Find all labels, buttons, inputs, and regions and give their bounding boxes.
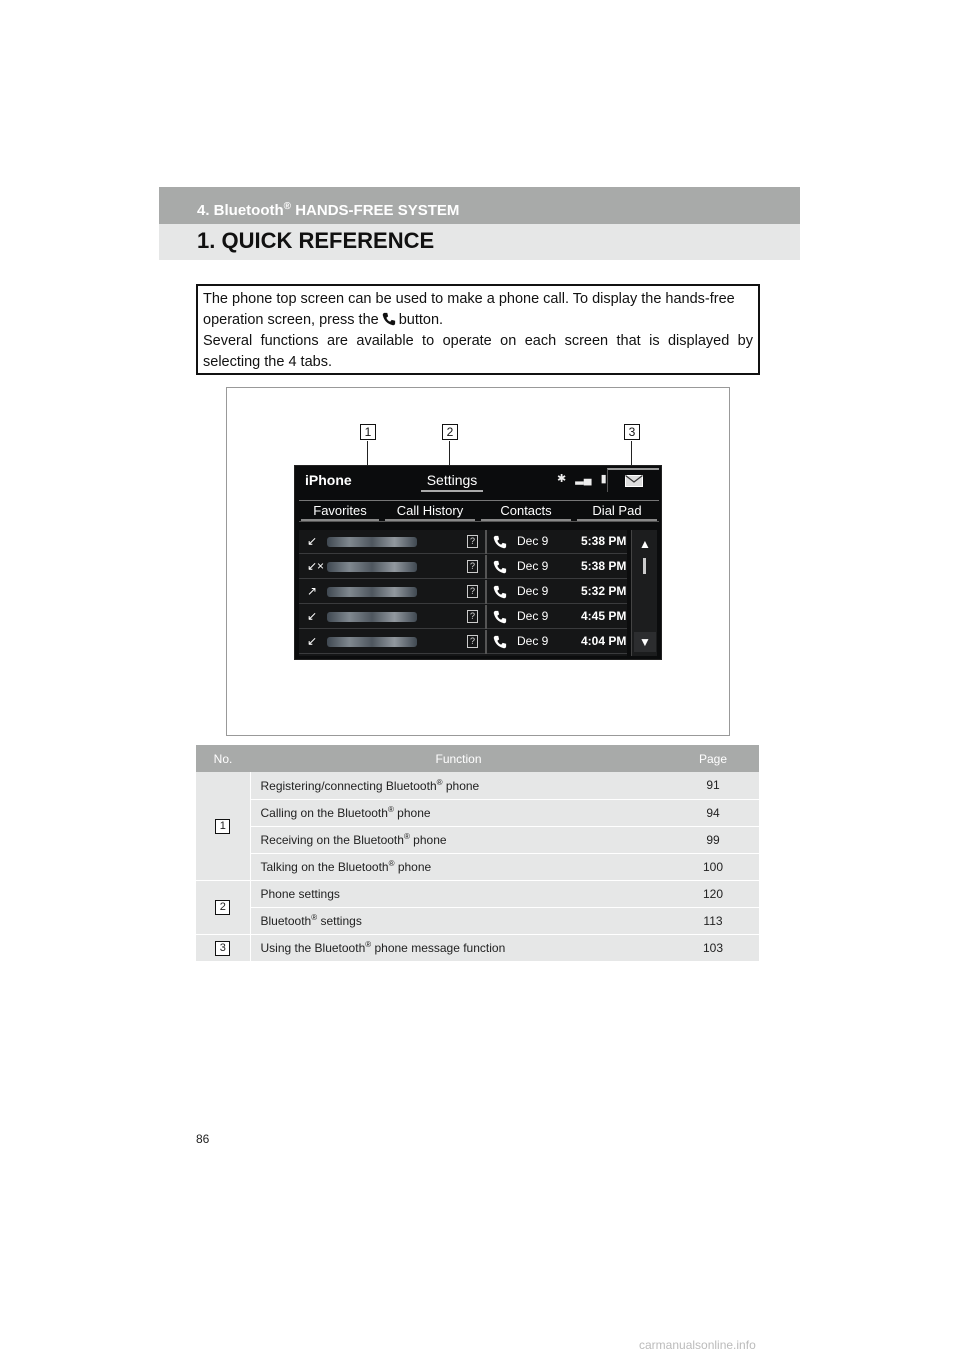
status-icons <box>557 472 613 488</box>
phone-icon <box>493 535 507 549</box>
intro-text-3: Several functions are available to operate on each screen that is displayed by selecting the 4 tabs. <box>203 333 753 370</box>
row-divider <box>485 530 487 554</box>
phone-screen <box>294 465 662 660</box>
page-cell: 91 <box>667 772 759 799</box>
row-divider <box>485 630 487 654</box>
section-header <box>159 187 800 224</box>
row-number: 1 <box>196 772 250 880</box>
row-divider <box>485 555 487 579</box>
blurred-number <box>327 562 417 572</box>
contact-badge: ? <box>467 635 478 648</box>
callout-2: 2 <box>442 424 458 440</box>
col-header-function: Function <box>250 745 667 772</box>
blurred-number <box>327 587 417 597</box>
call-history-list <box>299 530 627 656</box>
table-row <box>196 853 759 880</box>
call-history-row[interactable] <box>299 555 627 579</box>
table-row <box>196 934 759 961</box>
message-button[interactable] <box>607 468 659 492</box>
battery-icon: ▮ <box>600 473 607 485</box>
call-time: 5:38 PM <box>581 534 627 548</box>
function-cell: Talking on the Bluetooth® phone <box>250 853 667 880</box>
call-history-row[interactable] <box>299 530 627 554</box>
scroll-thumb[interactable] <box>643 558 646 574</box>
page-cell: 94 <box>667 799 759 826</box>
function-cell: Phone settings <box>250 880 667 907</box>
callout-1: 1 <box>360 424 376 440</box>
table-row <box>196 907 759 934</box>
bluetooth-icon: ✱ <box>557 473 567 485</box>
call-time: 5:38 PM <box>581 559 627 573</box>
blurred-number <box>327 637 417 647</box>
scroll-down-icon[interactable]: ▼ <box>634 632 656 652</box>
call-date: Dec 9 <box>517 534 549 548</box>
phone-icon <box>382 312 396 326</box>
page-cell: 99 <box>667 826 759 853</box>
phone-icon <box>493 560 507 574</box>
call-history-row[interactable] <box>299 630 627 654</box>
contact-badge: ? <box>467 560 478 573</box>
section-title: 4. Bluetooth® HANDS-FREE SYSTEM <box>197 201 460 219</box>
outgoing-call-icon: ↗ <box>307 584 318 598</box>
contact-badge: ? <box>467 535 478 548</box>
function-cell: Calling on the Bluetooth® phone <box>250 799 667 826</box>
tab-contacts[interactable]: Contacts <box>481 501 571 521</box>
blurred-number <box>327 537 417 547</box>
incoming-call-icon: ↙ <box>307 634 318 648</box>
row-number: 2 <box>196 880 250 934</box>
call-history-row[interactable] <box>299 605 627 629</box>
table-row <box>196 826 759 853</box>
tab-dial-pad[interactable]: Dial Pad <box>577 501 657 521</box>
function-cell: Bluetooth® settings <box>250 907 667 934</box>
scroll-up-icon[interactable]: ▲ <box>639 537 651 551</box>
table-row <box>196 799 759 826</box>
row-divider <box>485 580 487 604</box>
blurred-number <box>327 612 417 622</box>
signal-icon: ▂▄ <box>575 473 592 485</box>
phone-icon <box>493 610 507 624</box>
page-cell: 113 <box>667 907 759 934</box>
reference-table <box>196 745 759 962</box>
intro-box <box>196 284 760 375</box>
phone-icon <box>493 585 507 599</box>
contact-badge: ? <box>467 585 478 598</box>
page-cell: 120 <box>667 880 759 907</box>
tab-favorites[interactable]: Favorites <box>301 501 379 521</box>
envelope-icon <box>625 475 643 487</box>
page-number: 86 <box>196 1132 210 1146</box>
call-time: 5:32 PM <box>581 584 627 598</box>
phone-icon <box>493 635 507 649</box>
call-history-row[interactable] <box>299 580 627 604</box>
call-date: Dec 9 <box>517 584 549 598</box>
page-title: 1. QUICK REFERENCE <box>197 228 435 253</box>
function-cell: Using the Bluetooth® phone message function <box>250 934 667 961</box>
settings-button[interactable]: Settings <box>421 468 483 492</box>
incoming-call-icon: ↙ <box>307 534 318 548</box>
device-name: iPhone <box>305 472 352 488</box>
missed-call-icon: ↙× <box>307 559 325 573</box>
intro-text-2: button. <box>398 312 444 328</box>
tab-call-history[interactable]: Call History <box>385 501 475 521</box>
page-cell: 100 <box>667 853 759 880</box>
title-bar <box>159 224 800 260</box>
page-cell: 103 <box>667 934 759 961</box>
incoming-call-icon: ↙ <box>307 609 318 623</box>
call-time: 4:45 PM <box>581 609 627 623</box>
col-header-no: No. <box>196 745 250 772</box>
call-time: 4:04 PM <box>581 634 627 648</box>
scrollbar[interactable] <box>631 530 657 656</box>
call-date: Dec 9 <box>517 634 549 648</box>
function-cell: Registering/connecting Bluetooth® phone <box>250 772 667 799</box>
table-row <box>196 772 759 799</box>
col-header-page: Page <box>667 745 759 772</box>
function-cell: Receiving on the Bluetooth® phone <box>250 826 667 853</box>
tab-bar <box>299 500 659 522</box>
contact-badge: ? <box>467 610 478 623</box>
callout-3: 3 <box>624 424 640 440</box>
intro-text-1: The phone top screen can be used to make a phone call. To display the hands-free operation screen, press the <box>203 291 735 328</box>
call-date: Dec 9 <box>517 559 549 573</box>
row-divider <box>485 605 487 629</box>
call-date: Dec 9 <box>517 609 549 623</box>
row-number: 3 <box>196 934 250 961</box>
table-row <box>196 880 759 907</box>
watermark: carmanualsonline.info <box>639 1338 756 1352</box>
